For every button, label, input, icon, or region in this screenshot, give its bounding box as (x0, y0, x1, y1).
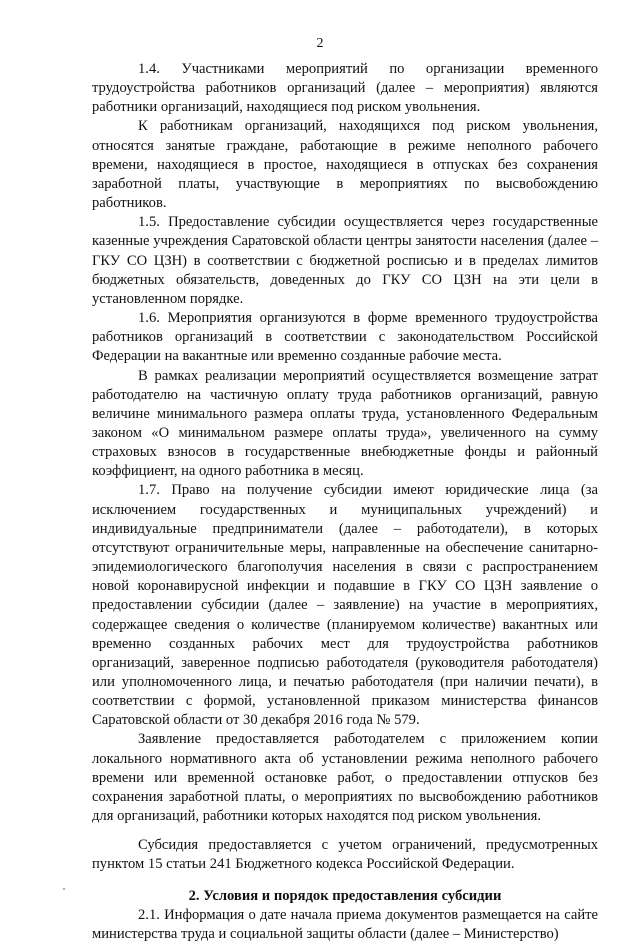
paragraph-1-5: 1.5. Предоставление субсидии осуществляется через государственные казенные учреждения Саратовской области центры занятости населения (далее – ГКУ СО ЦЗН) в соответствии с бюджетной росписью и в пределах лимитов бюджетных обязательств, доведенных до ГКУ СО ЦЗН на эти цели в установленном порядке. (92, 214, 598, 307)
page-number: 2 (316, 36, 324, 51)
paragraph-1-6: 1.6. Мероприятия организуются в форме временного трудоустройства работников организаций в соответствии с законодательством Российской Федерации на вакантные или временно созданные рабочие места. (92, 310, 598, 365)
paragraph-application: Заявление предоставляется работодателем с приложением копии локального нормативного акта об установлении режима неполного рабочего времени или временной остановке работ, о предоставлении отпусков без сохранения заработной платы, о мероприятиях по высвобождению работников для организаций, работники которых находятся под риском увольнения. (92, 731, 598, 825)
paragraph-1-7: 1.7. Право на получение субсидии имеют юридические лица (за исключением государственных и муниципальных учреждений) и индивидуальные предприниматели (далее – работодатели), в которых отсутствуют ограничительные меры, направленные на обеспечение санитарно-эпидемиологического благополучия населения в связи с распространением новой коронавирусной инфекции и подавшие в ГКУ СО ЦЗН заявление о предоставлении субсидии (далее – заявление) на участие в мероприятиях, содержащее сведения о количестве (планируемом количестве) вакантных или временно созданных рабочих мест для трудоустройства работников организаций, заверенное подписью работодателя (руководителя работодателя) или уполномоченного лица, и печатью работодателя (при наличии печати), в соответствии с формой, установленной приказом министерства финансов Саратовской области от 30 декабря 2016 года № 579. (92, 482, 598, 729)
paragraph-subsidy-restrictions: Субсидия предоставляется с учетом ограничений, предусмотренных пунктом 15 статьи 241 Бюджетного кодекса Российской Федерации. (92, 837, 598, 873)
section-heading: 2. Условия и порядок предоставления субсидии (188, 887, 502, 904)
paragraph-1-4: 1.4. Участниками мероприятий по организации временного трудоустройства работников организаций (далее – мероприятия) являются работники организаций, находящиеся под риском увольнения. (92, 61, 598, 116)
paragraph-workers-at-risk: К работникам организаций, находящихся под риском увольнения, относятся занятые граждане, работающие в режиме неполного рабочего времени, находящиеся в простое, находящиеся в отпусках без сохранения заработной платы, участвующие в мероприятиях по высвобождению работников. (92, 118, 598, 212)
paragraph-2-1: 2.1. Информация о дате начала приема документов размещается на сайте министерства труда и социальной защиты области (далее – Министерство) (92, 906, 598, 942)
document-body (92, 60, 598, 944)
paragraph-reimbursement: В рамках реализации мероприятий осуществляется возмещение затрат работодателю на частичную оплату труда работников организаций, равную величине минимального размера оплаты труда, установленного Федеральным законом «О минимальном размере оплаты труда», увеличенного на сумму страховых взносов в государственные внебюджетные фонды и районный коэффициент, на одного работника в месяц. (92, 367, 598, 480)
scan-speck (63, 888, 65, 890)
